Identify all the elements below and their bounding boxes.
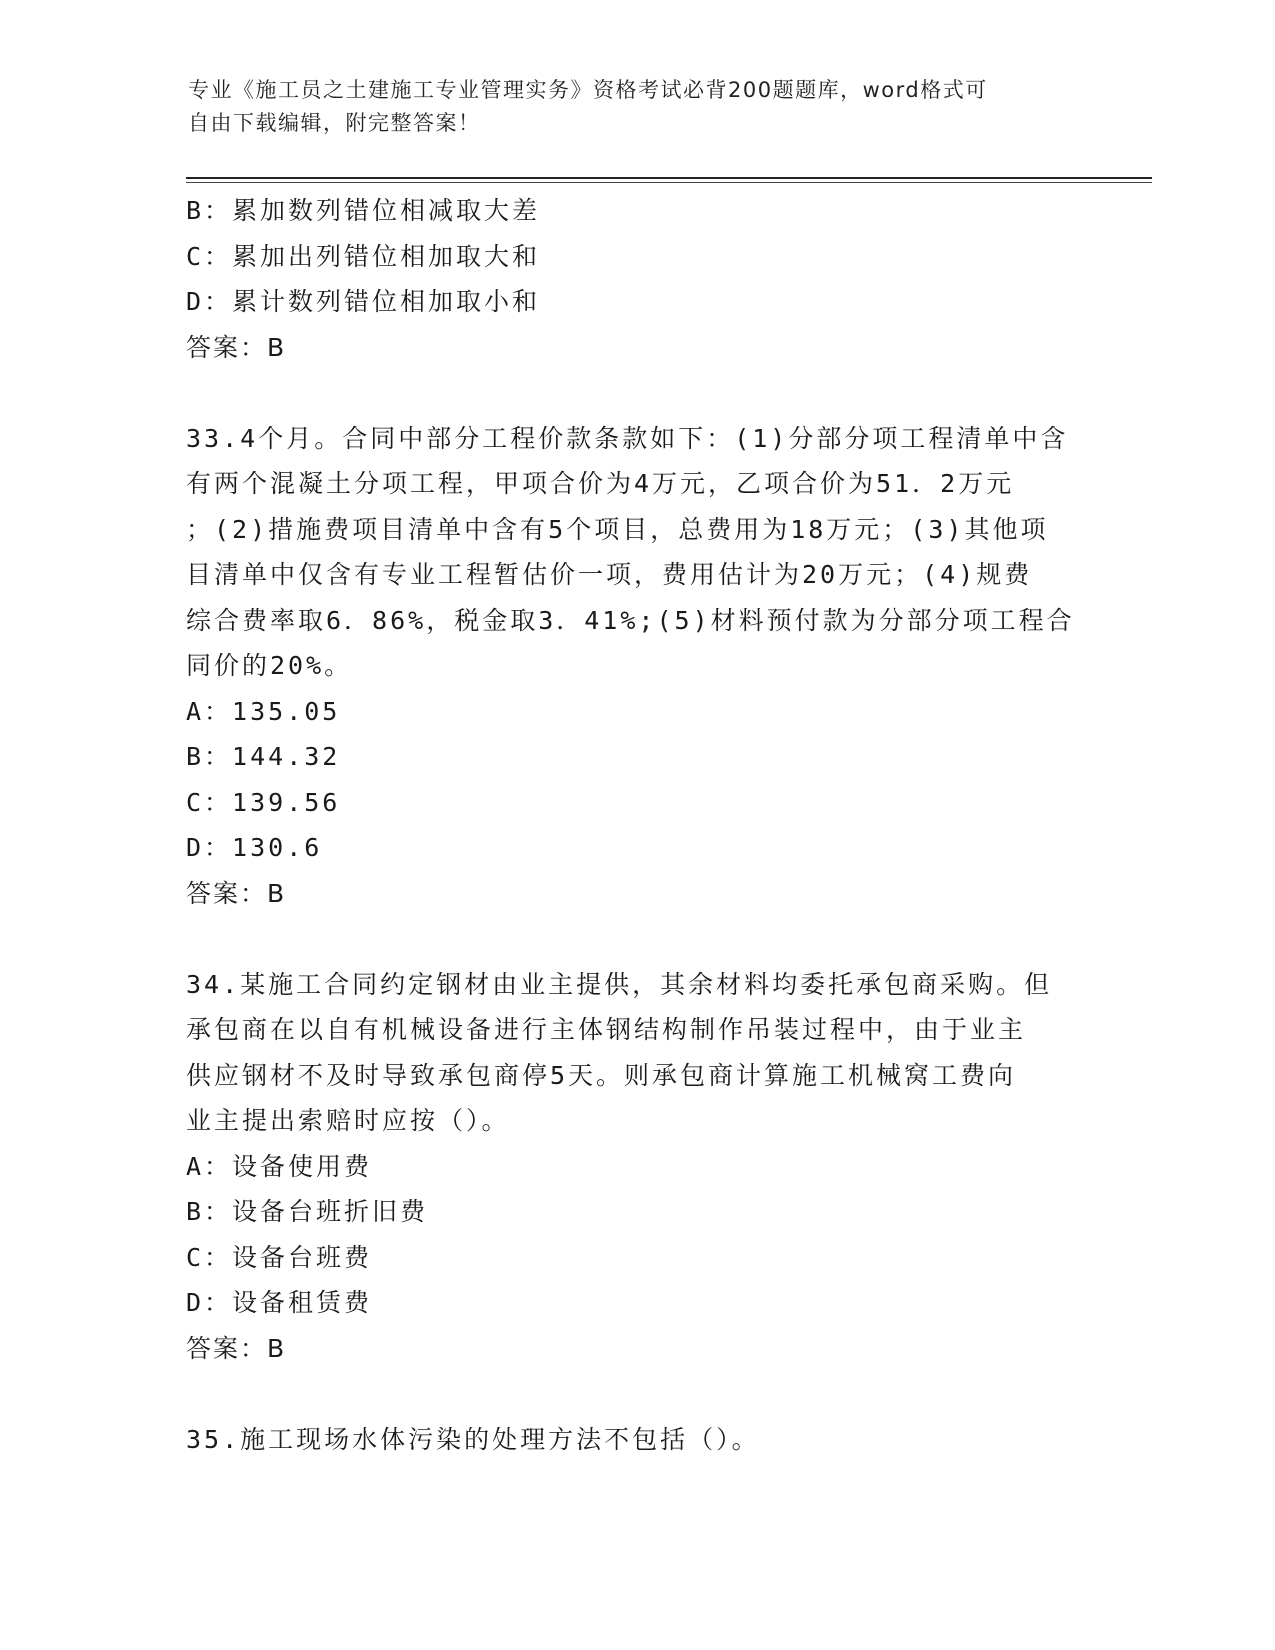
option-d: D：设备租赁费 <box>186 1288 373 1317</box>
question-34 <box>186 962 1086 1372</box>
question-text-line: 35.施工现场水体污染的处理方法不包括（）。 <box>186 1424 760 1454</box>
question-text-line: ；(2)措施费项目清单中含有5个项目，总费用为18万元；(3)其他项 <box>186 514 1049 544</box>
option-c: C：累加出列错位相加取大和 <box>186 241 541 271</box>
spacer <box>186 370 1086 416</box>
option-b: B：累加数列错位相减取大差 <box>186 196 541 225</box>
page-header <box>188 74 1068 140</box>
header-rule-thick <box>186 177 1152 179</box>
answer: 答案：B <box>186 878 287 908</box>
option-d: D：累计数列错位相加取小和 <box>186 287 541 316</box>
option-b: B：144.32 <box>186 742 341 771</box>
answer: 答案：B <box>186 332 287 362</box>
header-line-1: 专业《施工员之土建施工专业管理实务》资格考试必背200题题库，word格式可 <box>188 78 988 102</box>
option-c: C：139.56 <box>186 787 341 817</box>
spacer <box>186 1371 1086 1417</box>
question-text-line: 承包商在以自有机械设备进行主体钢结构制作吊装过程中，由于业主 <box>186 1015 1027 1044</box>
option-a: A：135.05 <box>186 696 341 726</box>
answer: 答案：B <box>186 1333 287 1363</box>
question-35 <box>186 1417 1086 1463</box>
question-33 <box>186 416 1086 917</box>
question-text-line: 同价的20%。 <box>186 651 353 680</box>
question-text-line: 34.某施工合同约定钢材由业主提供，其余材料均委托承包商采购。但 <box>186 969 1053 999</box>
option-b: B：设备台班折旧费 <box>186 1197 429 1226</box>
question-text-line: 有两个混凝土分项工程，甲项合价为4万元，乙项合价为51．2万元 <box>186 469 1015 498</box>
option-d: D：130.6 <box>186 833 323 862</box>
question-text-line: 目清单中仅含有专业工程暂估价一项，费用估计为20万元；(4)规费 <box>186 560 1033 589</box>
question-text-line: 33.4个月。合同中部分工程价款条款如下：(1)分部分项工程清单中含 <box>186 423 1069 453</box>
option-c: C：设备台班费 <box>186 1242 373 1272</box>
question-text-line: 业主提出索赔时应按（）。 <box>186 1106 510 1135</box>
question-content <box>186 188 1086 1462</box>
option-a: A：设备使用费 <box>186 1151 373 1181</box>
question-text-line: 综合费率取6．86%，税金取3．41%;(5)材料预付款为分部分项工程合 <box>186 605 1075 635</box>
header-rule-thin <box>186 182 1152 183</box>
question-text-line: 供应钢材不及时导致承包商停5天。则承包商计算施工机械窝工费向 <box>186 1060 1017 1090</box>
header-line-2: 自由下载编辑，附完整答案！ <box>188 111 481 135</box>
spacer <box>186 916 1086 962</box>
